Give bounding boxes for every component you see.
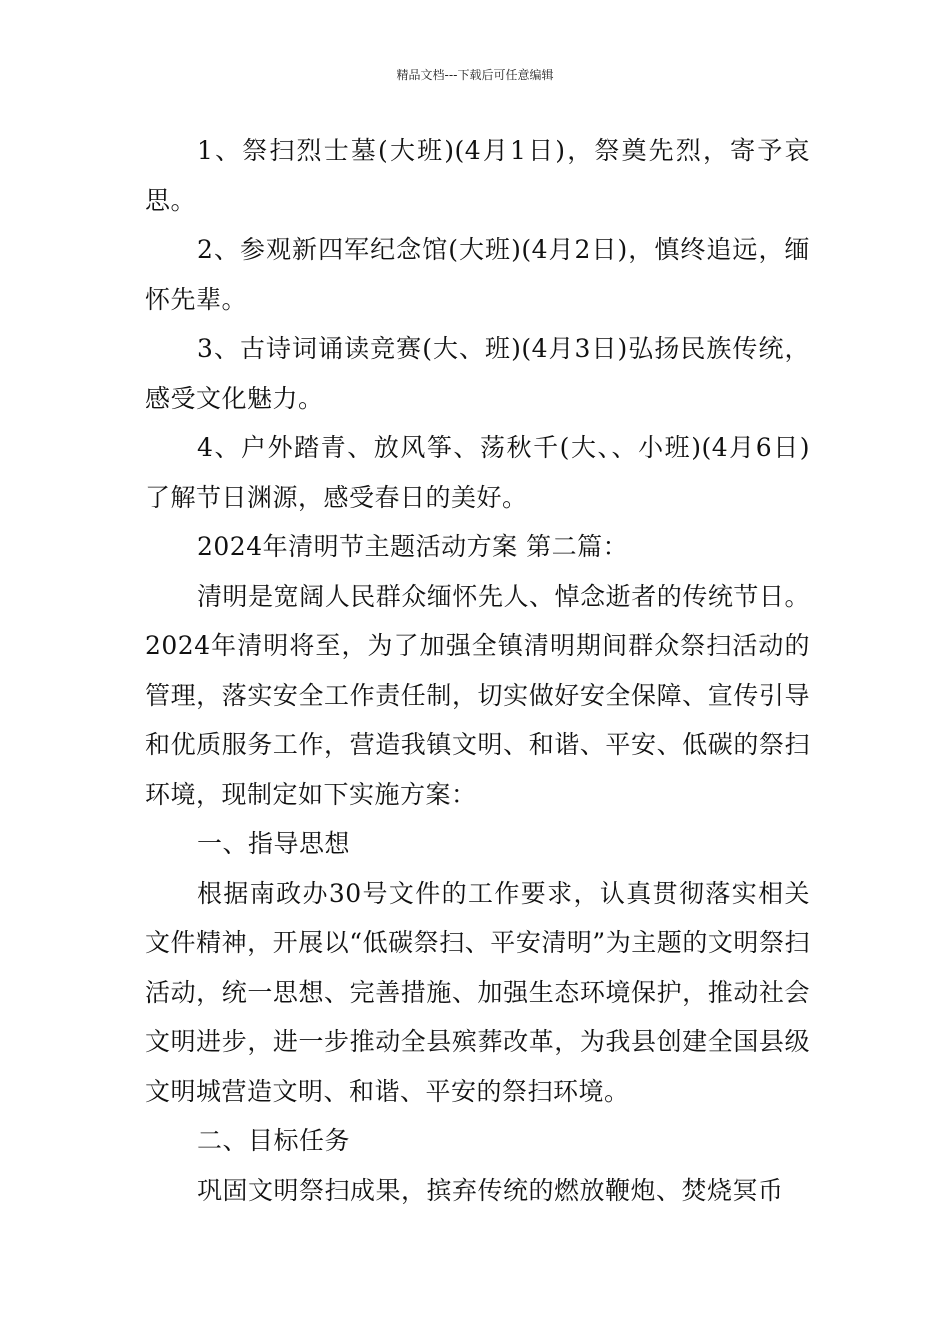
paragraph-item-1: 1、祭扫烈士墓(大班)(4月1日)，祭奠先烈，寄予哀思。 [145,136,810,215]
paragraph-item-4: 4、户外踏青、放风筝、荡秋千(大、、小班)(4月6日)了解节日渊源，感受春日的美好。 [145,433,810,512]
goals-paragraph: 巩固文明祭扫成果，摈弃传统的燃放鞭炮、焚烧冥币 [197,1175,784,1205]
intro-paragraph: 清明是宽阔人民群众缅怀先人、悼念逝者的传统节日。2024年清明将至，为了加强全镇清明期间群众祭扫活动的管理，落实安全工作责任制，切实做好安全保障、宣传引导和优质服务工作，营造我镇文明、和谐、平安、低碳的祭扫环境，现制定如下实施方案： [145,581,810,809]
document-body [145,126,810,1215]
page-header: 精品文档---下载后可任意编辑 [396,68,554,82]
paragraph-item-3: 3、古诗词诵读竞赛(大、班)(4月3日)弘扬民族传统，感受文化魅力。 [145,334,810,413]
section-heading-goals: 二、目标任务 [197,1126,351,1155]
guiding-ideology-paragraph: 根据南政办30号文件的工作要求，认真贯彻落实相关文件精神，开展以“低碳祭扫、平安清明”为主题的文明祭扫活动，统一思想、完善措施、加强生态环境保护，推动社会文明进步，进一步推动全县殡葬改革，为我县创建全国县级文明城营造文明、和谐、平安的祭扫环境。 [145,878,810,1106]
paragraph-item-2: 2、参观新四军纪念馆(大班)(4月2日)，慎终追远，缅怀先辈。 [145,235,810,314]
section-heading-guiding-ideology: 一、指导思想 [197,829,351,858]
section-title-second-part: 2024年清明节主题活动方案 第二篇： [197,532,629,561]
